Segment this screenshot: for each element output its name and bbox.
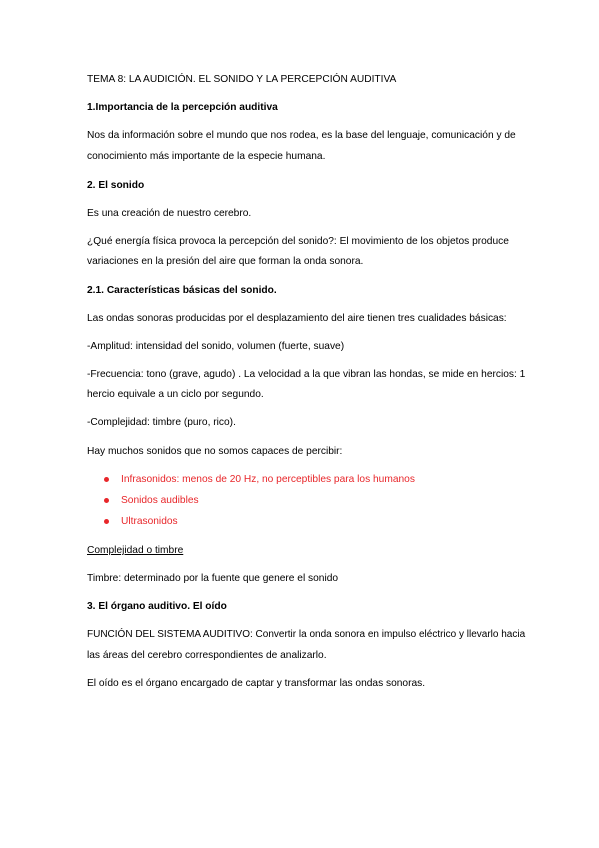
section-3-heading: 3. El órgano auditivo. El oído (87, 601, 227, 612)
frecuencia-line-2: hercio equivale a un ciclo por segundo. (87, 389, 264, 400)
section-2-question-line-1: ¿Qué energía física provoca la percepción del sonido?: El movimiento de los objetos produce (87, 236, 509, 247)
section-1-paragraph-line-1: Nos da información sobre el mundo que nos rodea, es la base del lenguaje, comunicación y de (87, 130, 516, 141)
timbre-heading: Complejidad o timbre (87, 545, 184, 556)
bullet-dot (104, 477, 109, 482)
bullet-item-ultrasonidos: Ultrasonidos (121, 516, 178, 527)
document-title: TEMA 8: LA AUDICIÓN. EL SONIDO Y LA PERCEPCIÓN AUDITIVA (87, 74, 397, 85)
complejidad-text: -Complejidad: timbre (puro, rico). (87, 417, 236, 428)
section-3-paragraph-line-1: FUNCIÓN DEL SISTEMA AUDITIVO: Convertir la onda sonora en impulso eléctrico y llevarlo hacia (87, 629, 526, 640)
section-2-1-heading: 2.1. Características básicas del sonido. (87, 285, 277, 296)
bullet-item-sonidos-audibles: Sonidos audibles (121, 495, 199, 506)
timbre-text: Timbre: determinado por la fuente que genere el sonido (87, 573, 339, 584)
amplitud-text: -Amplitud: intensidad del sonido, volumen (fuerte, suave) (87, 341, 345, 352)
section-1-paragraph-line-2: conocimiento más importante de la especie humana. (87, 151, 326, 162)
bullet-item-infrasonidos: Infrasonidos: menos de 20 Hz, no perceptibles para los humanos (121, 474, 415, 485)
bullet-dot (104, 519, 109, 524)
section-2-question-line-2: variaciones en la presión del aire que forman la onda sonora. (87, 256, 364, 267)
section-2-heading: 2. El sonido (87, 180, 145, 191)
section-2-1-intro: Las ondas sonoras producidas por el desplazamiento del aire tienen tres cualidades básicas: (87, 313, 507, 324)
section-2-paragraph: Es una creación de nuestro cerebro. (87, 208, 252, 219)
section-3-paragraph-line-2: las áreas del cerebro correspondientes de analizarlo. (87, 650, 327, 661)
bullet-dot (104, 498, 109, 503)
section-1-heading: 1.Importancia de la percepción auditiva (87, 102, 278, 113)
frecuencia-line-1: -Frecuencia: tono (grave, agudo) . La velocidad a la que vibran las hondas, se mide en hercios: 1 (87, 369, 526, 380)
section-3-paragraph-2: El oído es el órgano encargado de captar y transformar las ondas sonoras. (87, 678, 426, 689)
sonidos-intro: Hay muchos sonidos que no somos capaces de percibir: (87, 446, 343, 457)
